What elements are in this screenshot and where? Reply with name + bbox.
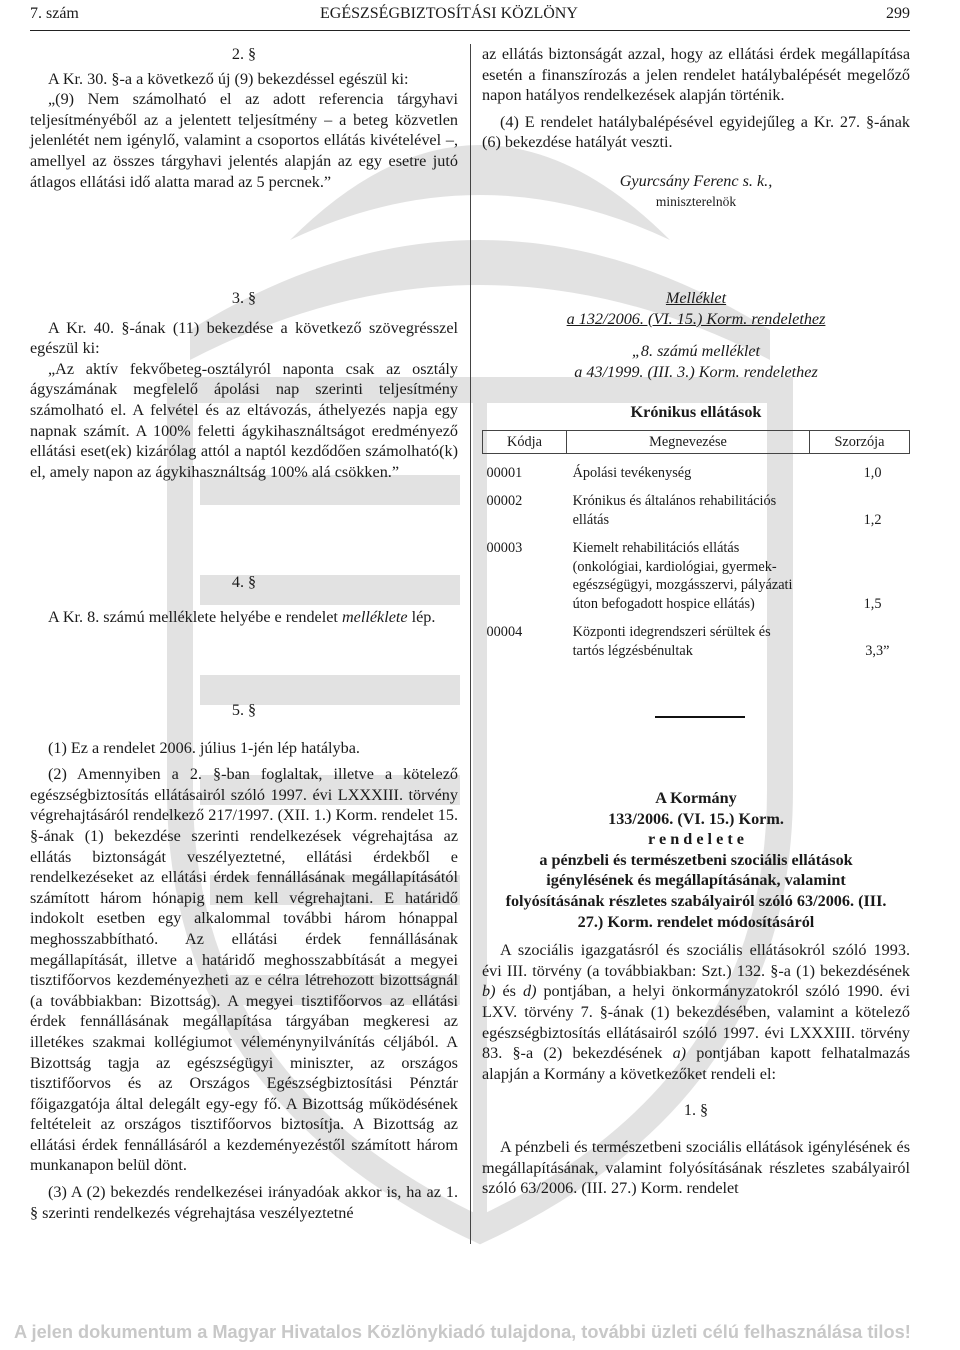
section-3-quote: „Az aktív fekvőbeteg-osztályról naponta csak az osztály ágyszámának megfelelő ápolási nap szerinti teljesítmény számolható el. A felvétel és az eltávozás, áthelyezés napja egy napnak számít. A 100% feletti ágykihasználtságot eredményező ellátási eset(ek) kizárólag attól a naptól kezdődően számolható(k) el, amely napon az ágykihasználtság 100% alá csökken.” [30, 359, 458, 481]
decree-preamble [482, 940, 910, 1084]
left-column-s3 [30, 288, 458, 482]
preamble-em: b) [482, 982, 496, 1001]
page-number: 299 [886, 5, 910, 22]
table-title: Krónikus ellátások [630, 403, 762, 422]
column-divider [470, 44, 471, 1244]
section-3-heading: 3. § [231, 289, 257, 307]
section-5-heading: 5. § [231, 701, 257, 719]
decree-type: r e n d e l e t e [648, 830, 744, 849]
chronic-care-table [482, 430, 910, 661]
row-name: Központi idegrendszeri sérültek és tartós légzésbénultak [572, 624, 771, 659]
section-5-para-1: (1) Ez a rendelet 2006. július 1-jén lép hatályba. [48, 738, 360, 757]
ownership-footer: A jelen dokumentum a Magyar Hivatalos Közlönykiadó tulajdona, további üzleti célú felhasználása tilos! [14, 1322, 911, 1342]
continued-text: az ellátás biztonságát azzal, hogy az ellátási érdek megállapítása esetén a finanszírozás a jelen rendelet hatálybalépését megelőző napon hatályos rendelkezések alapján történik. [482, 45, 910, 105]
annex-8-title: „8. számú melléklet [631, 342, 761, 361]
table-row [483, 464, 910, 483]
decree-number: 133/2006. (VI. 15.) Korm. [608, 809, 784, 828]
row-code: 00003 [486, 540, 523, 557]
section-5-para-3: (3) A (2) bekezdés rendelkezései irányadóak akkor is, ha az 1. § szerinti rendelkezés végrehajtása veszélyeztetné [30, 1183, 458, 1222]
page-header [30, 4, 910, 28]
decree-section-1-heading: 1. § [683, 1101, 709, 1120]
section-4-text-b: lép. [407, 607, 436, 626]
preamble-part: A szociális igazgatásról és szociális ellátásokról szóló 1993. évi III. törvény (a továbbiakban: Szt.) 132. §-a (1) bekezdésének [482, 941, 910, 980]
left-column-s4 [30, 572, 458, 627]
table-header-row [483, 430, 910, 453]
section-2-quote: „(9) Nem számolható el az adott referencia tárgyhavi teljesítményéből az a jelentett teljesítmény – a beteg közvetlen jelenlétét nem igénylő, valamint a csoportos ellátás kivételével –, amellyel az összes tárgyhavi jelentés alapján az egy esetre jutó átlagos ellátási idő alatta marad az 5 percnek.” [30, 90, 458, 191]
journal-title: EGÉSZSÉGBIZTOSÍTÁSI KÖZLÖNY [320, 5, 578, 22]
col-header-multiplier: Szorzója [809, 430, 909, 453]
section-5-para-4: (4) E rendelet hatálybalépésével egyidejűleg a Kr. 27. §-ának (6) bekezdése hatályát veszti. [482, 112, 910, 152]
table-row [483, 539, 910, 613]
preamble-part: és [495, 982, 523, 1001]
col-header-name: Megnevezése [567, 430, 810, 453]
government-decree [482, 788, 910, 1199]
section-2-intro: A Kr. 30. §-a a következő új (9) bekezdéssel egészül ki: [48, 69, 409, 88]
section-3-intro: A Kr. 40. §-ának (11) bekezdése a következő szövegrésszel egészül ki: [30, 318, 458, 358]
preamble-part: pontjában kapott felhatalmazás alapján a Kormány a következőket rendeli el: [482, 1044, 910, 1083]
row-value: 3,3” [865, 642, 890, 659]
section-5-para-2: (2) Amennyiben a 2. §-ban foglaltak, illetve a kötelező egészségbiztosítás ellátásairól szóló 1997. évi LXXXIII. törvény végrehajtásáról rendelkező 217/1997. (XII. 1.) Korm. rendelet 15. §-ának (1) bekezdése szerinti rendelkezések végrehajtása az ellátás biztonságát veszélyeztetné, ellátási érdekből e rendelkezéseket az ellátási érdek fennállásának megállapításától számított három hónapig nem kell végrehajtani. E határidő indokolt esetben egy alkalommal további három hónappal meghosszabbítható. Az ellátási érdek fennállásának megállapítását, illetve a határidő meghosszabbítását a megyei tisztifőorvos kezdeményezheti az e célra létrehozott bizottságnál (a továbbiakban: Bizottság). A megyei tisztifőorvos az ellátási érdek fennállásának megállapítása tárgyában megkeresi az illetékes szakmai kollégiumot véleménynyilvánítás céljából. A Bizottság tagja az egészségügyi miniszter, az országos tisztifőorvos és az Országos Egészségbiztosítási Pénztár főigazgatója által delegált egy-egy fő. A Bizottság működésének feltételeit az országos tisztifőorvos biztosítja. A Bizottság az ellátási érdek fennállásáról a kezdeményezéstől számított három munkanapon belül dönt. [30, 765, 458, 1175]
preamble-part: pontjában, a helyi önkormányzatokról szóló 1990. évi LXV. törvény 7. §-ának (1) bekezdésében, valamint a kötelező egészségbiztosítás ellátásairól szóló 1997. évi LXXXIII. törvény 83. §-a (2) bekezdésének [482, 982, 910, 1063]
preamble-em: d) [522, 982, 537, 1001]
right-column [482, 44, 910, 212]
section-4-text-a: A Kr. 8. számú melléklete helyébe e rendelet [48, 607, 342, 626]
row-value: 1,0 [863, 464, 882, 481]
decree-section-1-text: A pénzbeli és természetbeni szociális ellátások igénylésének és megállapításának, valamint folyósításának részletes szabályairól szóló 63/2006. (III. 27.) Korm. rendelet [482, 1137, 910, 1198]
left-column [30, 44, 458, 192]
table-row [483, 492, 910, 529]
section-4-text [30, 607, 458, 628]
annex-8-reference: a 43/1999. (III. 3.) Korm. rendelethez [574, 362, 818, 381]
issue-number: 7. szám [30, 5, 79, 22]
row-name: Krónikus és általános rehabilitációs ellátás [572, 493, 777, 528]
section-2-heading: 2. § [231, 45, 257, 63]
annex-reference: a 132/2006. (VI. 15.) Korm. rendelethez [566, 309, 826, 328]
section-4-text-em: melléklete [341, 607, 408, 626]
preamble-em: a) [672, 1044, 687, 1063]
row-code: 00001 [486, 464, 523, 481]
section-divider-rule [655, 716, 745, 718]
signer-title: miniszterelnök [655, 193, 737, 209]
signer-name: Gyurcsány Ferenc s. k., [619, 171, 773, 190]
row-name: Kiemelt rehabilitációs ellátás (onkológiai, kardiológiai, gyermek-egészségügyi, mozgásszervi, pályázati úton befogadott hospice ellátás) [572, 540, 793, 612]
row-code: 00002 [486, 493, 523, 510]
decree-issuer: A Kormány [655, 789, 737, 807]
col-header-code: Kódja [483, 430, 567, 453]
row-value: 1,5 [863, 595, 882, 612]
row-name: Ápolási tevékenység [572, 464, 692, 481]
table-row [483, 623, 910, 660]
row-value: 1,2 [863, 511, 882, 528]
header-rule [30, 30, 910, 31]
row-code: 00004 [486, 624, 523, 641]
left-column-s5 [30, 700, 458, 1223]
annex-block [482, 288, 910, 660]
decree-subject: a pénzbeli és természetbeni szociális ellátások igénylésének és megállapításának, valamint folyósításának részletes szabályairól szóló 63/2006. (III. 27.) Korm. rendelet módosításáról [505, 850, 887, 931]
section-4-heading: 4. § [231, 573, 257, 591]
annex-title: Melléklet [665, 289, 727, 307]
